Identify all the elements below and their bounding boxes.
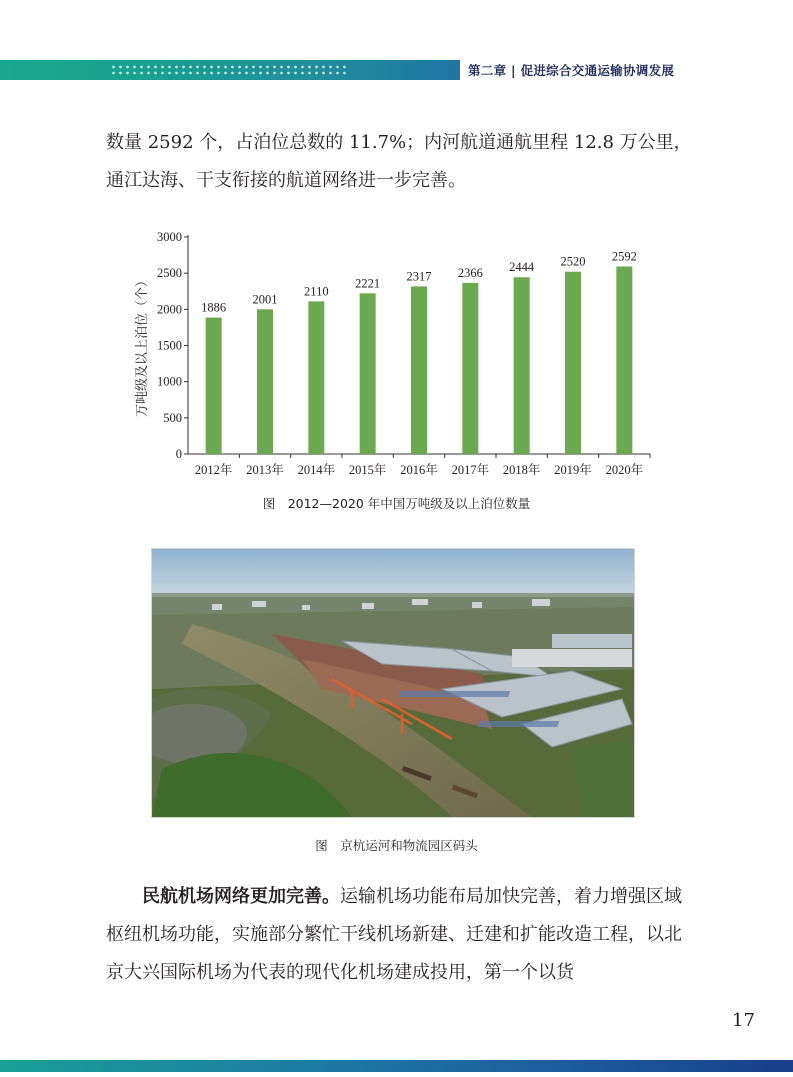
canal-port-photo [151, 548, 635, 818]
bar [257, 309, 273, 454]
bar-value-label: 2366 [457, 265, 483, 280]
paragraph-lead: 民航机场网络更加完善。 [142, 886, 340, 907]
bar-value-label: 1886 [201, 300, 227, 315]
y-tick-label: 1500 [157, 338, 182, 353]
bar-value-label: 2001 [252, 292, 278, 307]
x-tick-label: 2014年 [297, 463, 336, 477]
bar [462, 283, 478, 454]
bar [411, 286, 427, 454]
x-tick-label: 2015年 [348, 463, 387, 477]
y-tick-label: 1000 [157, 374, 182, 389]
y-tick-label: 2000 [157, 302, 182, 317]
y-tick-label: 0 [175, 447, 182, 461]
x-tick-label: 2013年 [246, 463, 284, 477]
bar [616, 267, 632, 454]
bar-value-label: 2444 [509, 260, 535, 275]
paragraph-bottom [106, 878, 694, 992]
paragraph-top: 数量 2592 个，占泊位总数的 11.7%；内河航道通航里程 12.8 万公里，通江达海、干支衔接的航道网络进一步完善。 [106, 132, 692, 191]
x-tick-label: 2012年 [194, 463, 233, 477]
y-tick-label: 3000 [157, 230, 182, 244]
bar-value-label: 2317 [406, 269, 432, 284]
chapter-title: 第二章 | 促进综合交通运输协调发展 [460, 58, 793, 82]
bar [308, 301, 324, 454]
bar-value-label: 2520 [560, 254, 586, 269]
x-tick-label: 2019年 [554, 463, 592, 477]
chart-caption: 图 2012—2020 年中国万吨级及以上泊位数量 [262, 496, 531, 511]
photo-caption: 图 京杭运河和物流园区码头 [315, 838, 478, 853]
y-tick-label: 500 [163, 410, 182, 425]
bar [360, 293, 376, 454]
footer-band [0, 1060, 793, 1072]
bar-value-label: 2221 [355, 276, 381, 291]
bar [565, 272, 581, 454]
y-tick-label: 2500 [157, 266, 182, 281]
bar [206, 318, 222, 454]
header-dot-pattern [110, 64, 350, 76]
bar-value-label: 2592 [611, 249, 637, 264]
bar-value-label: 2110 [304, 284, 329, 299]
x-tick-label: 2018年 [502, 463, 541, 477]
x-tick-label: 2020年 [605, 463, 644, 477]
x-tick-label: 2016年 [400, 463, 438, 477]
x-tick-label: 2017年 [451, 463, 490, 477]
page-number: 17 [732, 1010, 755, 1031]
y-axis-label: 万吨级及以上泊位（个） [134, 273, 149, 418]
paragraph-body: 运输机场功能布局加快完善，着力增强区域枢纽机场功能，实施部分繁忙干线机场新建、迁建和扩能改造工程，以北京大兴国际机场为代表的现代化机场建成投用，第一个以货 [106, 886, 682, 983]
bar [514, 277, 530, 454]
bar-chart [130, 225, 660, 490]
